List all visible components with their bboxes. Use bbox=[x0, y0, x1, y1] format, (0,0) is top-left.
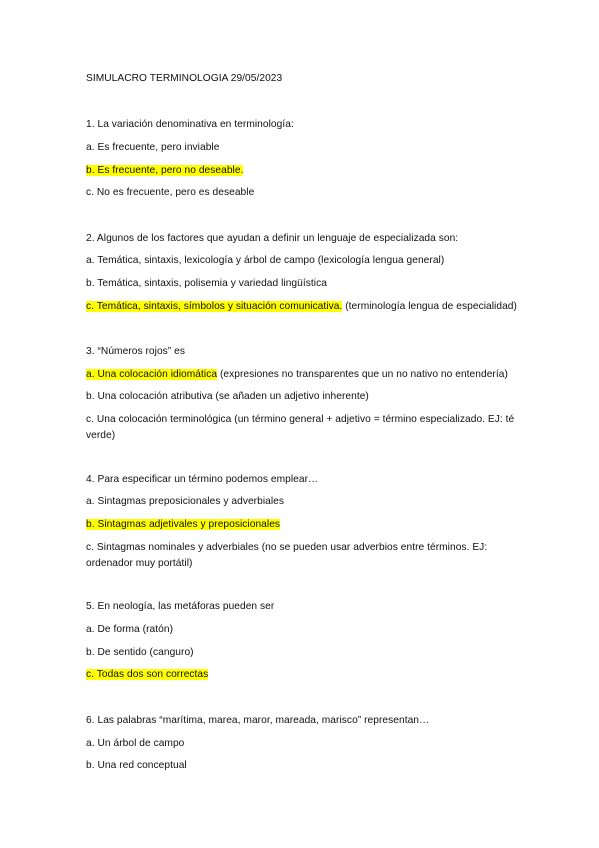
option-text: b. De sentido (canguro) bbox=[86, 647, 194, 658]
option-text: a. De forma (ratón) bbox=[86, 624, 174, 635]
q5-option-b bbox=[86, 646, 194, 659]
highlighted-answer: a. Una colocación idiomática bbox=[86, 369, 218, 380]
option-note: (terminología lengua de especialidad) bbox=[342, 301, 517, 312]
q2-option-c bbox=[86, 300, 517, 313]
q5-option-c bbox=[86, 668, 208, 681]
q4-option-a bbox=[86, 495, 284, 508]
option-text: c. Una colocación terminológica (un término general + adjetivo = término especializado. EJ: té bbox=[86, 414, 515, 425]
highlighted-answer: b. Es frecuente, pero no deseable. bbox=[86, 165, 244, 176]
question-2: 2. Algunos de los factores que ayudan a definir un lenguaje de especializada son: bbox=[86, 233, 459, 244]
option-text: c. Sintagmas nominales y adverbiales (no se pueden usar adverbios entre términos. EJ: bbox=[86, 542, 488, 553]
q1-option-a bbox=[86, 141, 219, 154]
q4-option-c-continued: ordenador muy portátil) bbox=[86, 558, 193, 569]
q5-option-a bbox=[86, 623, 173, 636]
q4-option-b bbox=[86, 518, 280, 531]
question-3: 3. “Números rojos” es bbox=[86, 346, 185, 357]
q3-option-a bbox=[86, 368, 508, 381]
option-text: b. Una colocación atributiva (se añaden un adjetivo inherente) bbox=[86, 391, 369, 402]
q2-option-a bbox=[86, 254, 444, 267]
q1-option-b bbox=[86, 164, 243, 177]
option-note: (expresiones no transparentes que un no nativo no entendería) bbox=[217, 369, 508, 380]
highlighted-answer: c. Temática, sintaxis, símbolos y situación comunicativa. bbox=[86, 301, 343, 312]
question-1: 1. La variación denominativa en terminología: bbox=[86, 119, 294, 130]
q3-option-c bbox=[86, 413, 514, 426]
option-text: a. Temática, sintaxis, lexicología y árbol de campo (lexicología lengua general) bbox=[86, 255, 445, 266]
option-text: b. Una red conceptual bbox=[86, 760, 187, 771]
q3-option-b bbox=[86, 390, 369, 403]
q6-option-b bbox=[86, 759, 187, 772]
option-text: a. Es frecuente, pero inviable bbox=[86, 142, 220, 153]
q1-option-c bbox=[86, 186, 254, 199]
option-text: b. Temática, sintaxis, polisemia y variedad lingüística bbox=[86, 278, 327, 289]
highlighted-answer: b. Sintagmas adjetivales y preposicionales bbox=[86, 519, 281, 530]
option-text: a. Un árbol de campo bbox=[86, 738, 185, 749]
q6-option-a bbox=[86, 737, 184, 750]
q2-option-b bbox=[86, 277, 327, 290]
highlighted-answer: c. Todas dos son correctas bbox=[86, 669, 209, 680]
q4-option-c bbox=[86, 541, 487, 554]
question-5: 5. En neología, las metáforas pueden ser bbox=[86, 601, 275, 612]
option-text: a. Sintagmas preposicionales y adverbiales bbox=[86, 496, 285, 507]
q3-option-c-continued: verde) bbox=[86, 430, 116, 441]
question-4: 4. Para especificar un término podemos emplear… bbox=[86, 474, 319, 485]
option-text: c. No es frecuente, pero es deseable bbox=[86, 187, 255, 198]
document-title: SIMULACRO TERMINOLOGIA 29/05/2023 bbox=[86, 73, 283, 84]
question-6: 6. Las palabras “marítima, marea, maror, mareada, marisco” representan… bbox=[86, 715, 430, 726]
